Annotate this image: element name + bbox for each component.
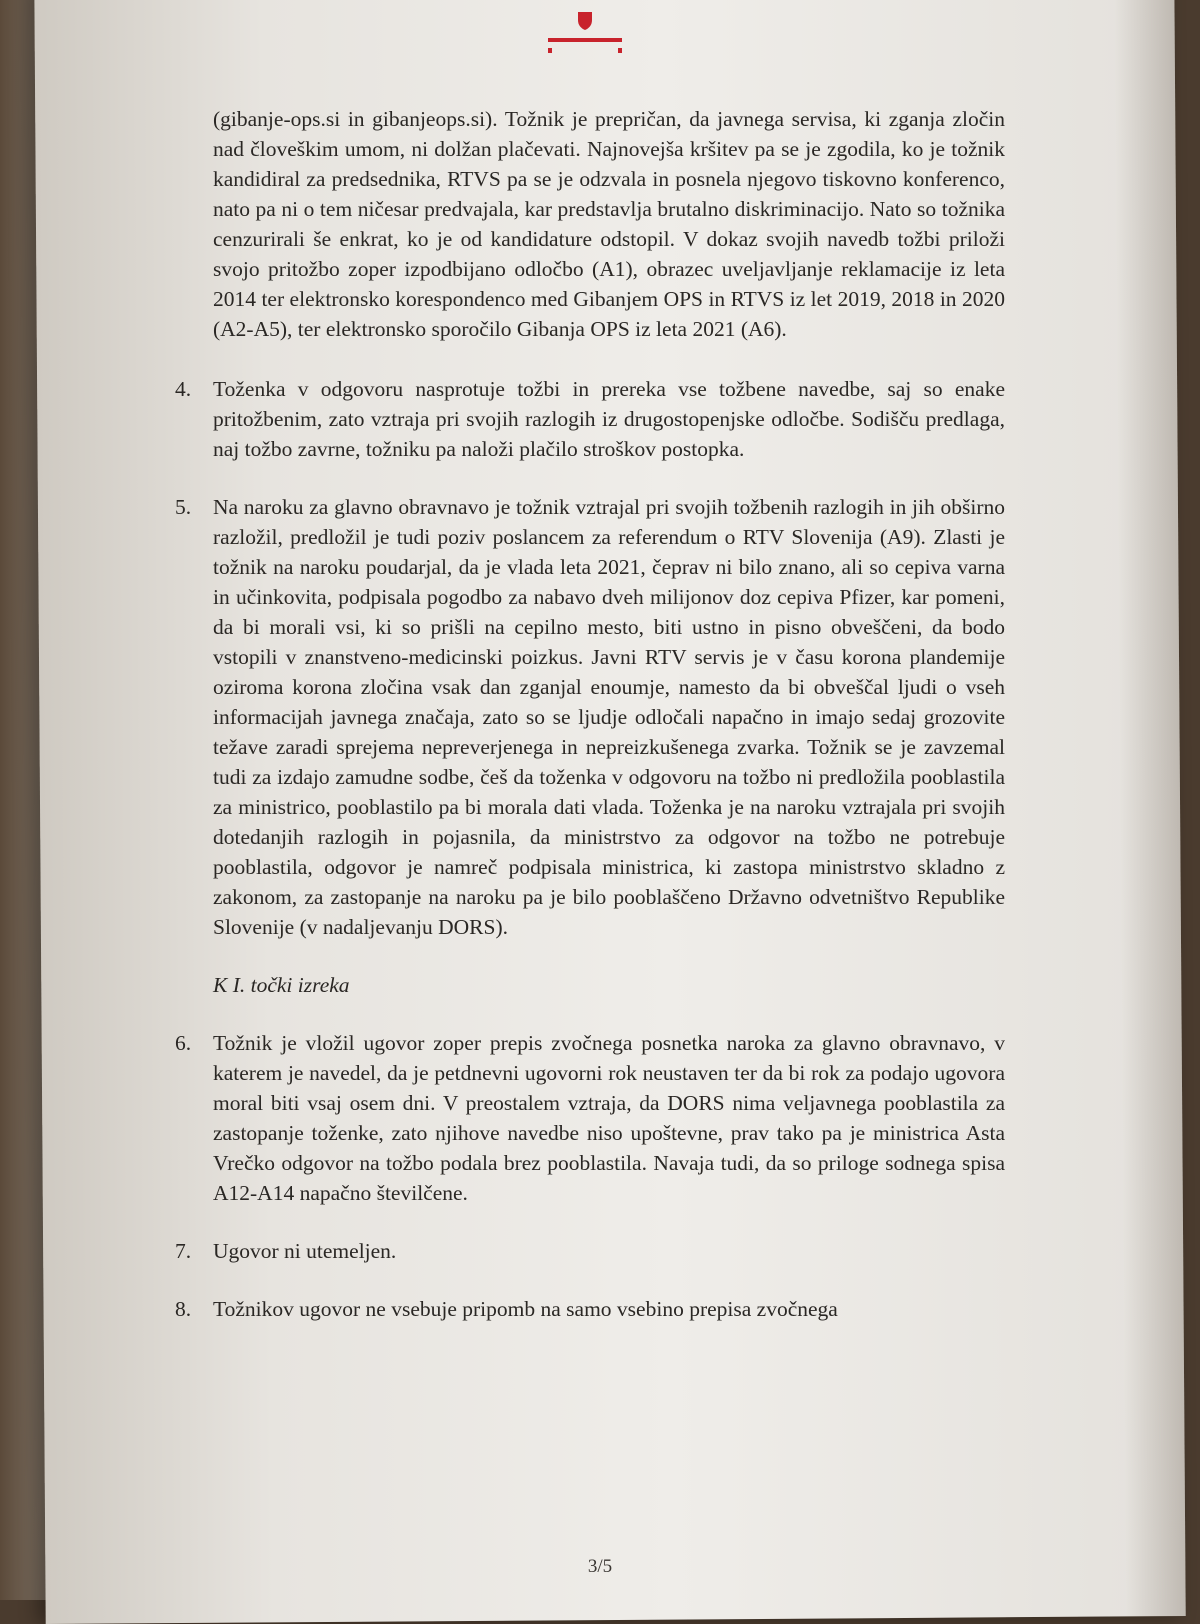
paragraph-4	[175, 374, 1005, 464]
paragraph-text: (gibanje-ops.si in gibanjeops.si). Tožnik je prepričan, da javnega servisa, ki zganja zločin nad človeškim umom, ni dolžan plačevati. Najnovejša kršitev pa se je zgodila, ko je tožnik kandidiral za predsednika, RTVS pa se je odzvala in posnela njegovo tiskovno konferenco, nato pa ni o tem ničesar predvajala, kar predstavlja brutalno diskriminacijo. Nato so tožnika cenzurirali še enkrat, ko je od kandidature odstopil. V dokaz svojih navedb tožbi priloži svojo pritožbo zoper izpodbijano odločbo (A1), obrazec uveljavljanje reklamacije iz leta 2014 ter elektronsko korespondenco med Gibanjem OPS in RTVS iz let 2019, 2018 in 2020 (A2-A5), ter elektronsko sporočilo Gibanja OPS iz leta 2021 (A6).	[213, 107, 1005, 341]
paragraph-6	[175, 1028, 1005, 1208]
paragraph-text: Tožnikov ugovor ne vsebuje pripomb na samo vsebino prepisa zvočnega	[213, 1297, 838, 1321]
paragraph-text: Na naroku za glavno obravnavo je tožnik vztrajal pri svojih tožbenih razlogih in jih obširno razložil, predložil je tudi poziv poslancem za referendum o RTV Slovenija (A9). Zlasti je tožnik na naroku poudarjal, da je vlada leta 2021, čeprav ni bilo znano, ali so cepiva varna in učinkovita, podpisala pogodbo za nabavo dveh milijonov doz cepiva Pfizer, kar pomeni, da bi morali vsi, ki so prišli na cepilno mesto, biti ustno in pisno obveščeni, da bodo vstopili v znanstveno-medicinski poizkus. Javni RTV servis je v času korona plandemije oziroma korona zločina vsak dan zganjal enoumje, namesto da bi obveščal ljudi o vseh informacijah javnega značaja, zato so se ljudje odločali napačno in imajo sedaj grozovite težave zaradi sprejema nepreverjenega in nepreizkušenega zvarka. Tožnik se je zavzemal tudi za izdajo zamudne sodbe, češ da toženka v odgovoru na tožbo ni predložila pooblastila za ministrico, pooblastilo pa bi morala dati vlada. Toženka je na naroku vztrajala pri svojih dotedanjih razlogih in pojasnila, da ministrstvo za odgovor na tožbo ne potrebuje pooblastila, odgovor je namreč podpisala ministrica, ki zastopa ministrstvo skladno z zakonom, za zastopanje na naroku pa je bilo pooblaščeno Državno odvetništvo Republike Slovenije (v nadaljevanju DORS).	[213, 495, 1005, 939]
coat-of-arms-icon	[540, 10, 630, 60]
paragraph-number: 5.	[175, 495, 192, 519]
section-heading: K I. točki izreka	[213, 973, 350, 997]
paragraph-number: 6.	[175, 1031, 192, 1055]
paragraph-text: Toženka v odgovoru nasprotuje tožbi in prereka vse tožbene navedbe, saj so enake pritožbenim, zato vztraja pri svojih razlogih iz drugostopenjske odločbe. Sodišču predlaga, naj tožbo zavrne, tožniku pa naloži plačilo stroškov postopka.	[213, 377, 1005, 461]
paragraph-number: 8.	[175, 1297, 192, 1321]
document-body	[175, 104, 1005, 1352]
paragraph-number: 7.	[175, 1239, 192, 1263]
paragraph-number: 4.	[175, 377, 192, 401]
paragraph-text: Tožnik je vložil ugovor zoper prepis zvočnega posnetka naroka za glavno obravnavo, v katerem je navedel, da je petdnevni ugovorni rok neustaven ter da bi rok za podajo ugovora moral biti vsaj osem dni. V preostalem vztraja, da DORS nima veljavnega pooblastila za zastopanje toženke, zato njihove navedbe niso upoštevne, prav tako pa je ministrica Asta Vrečko odgovor na tožbo podala brez pooblastila. Navaja tudi, da so priloge sodnega spisa A12-A14 napačno številčene.	[213, 1031, 1005, 1205]
paragraph-7	[175, 1236, 1005, 1266]
paragraph-continued	[175, 104, 1005, 344]
paragraph-8	[175, 1294, 1005, 1324]
paragraph-5	[175, 492, 1005, 942]
paragraph-text: Ugovor ni utemeljen.	[213, 1239, 397, 1263]
page-number: 3/5	[587, 1556, 613, 1577]
page-shadow	[1114, 0, 1185, 1616]
